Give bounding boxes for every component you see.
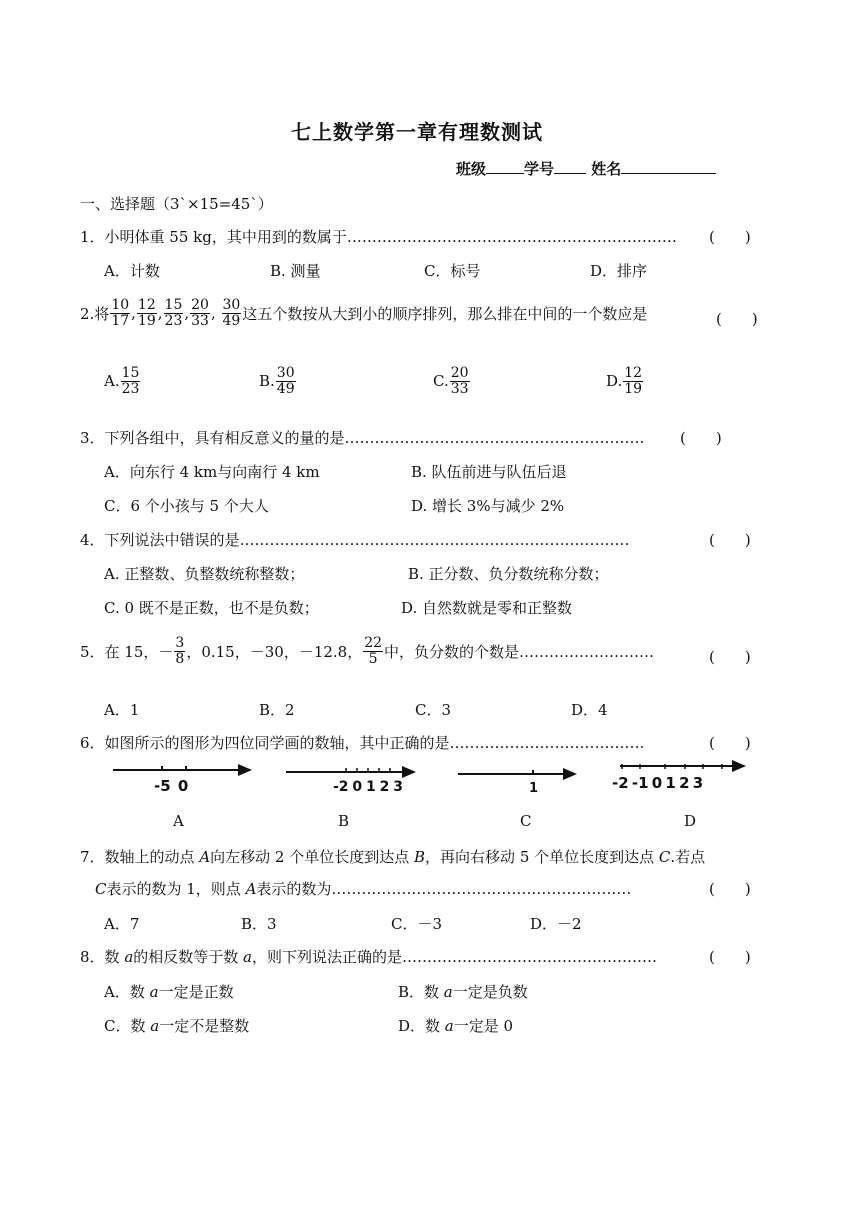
q5-option-b: B．2: [259, 701, 295, 719]
q7-option-b: B．3: [241, 915, 277, 933]
q2-option-c: C. $\frac{20}{33}$: [433, 365, 469, 397]
q4-option-c: C. 0 既不是正数，也不是负数；: [104, 599, 319, 617]
axis-b: [286, 768, 414, 772]
question-2-paren: ( ): [716, 310, 758, 328]
q1-option-b: B. 测量: [270, 262, 321, 280]
id-label: 学号: [524, 160, 555, 178]
question-8-stem: 8．数 a的相反数等于数 a，则下列说法正确的是……………………………………………: [80, 948, 658, 966]
q8-option-d: D．数 a一定是 0: [398, 1017, 514, 1035]
question-7-line-2: C表示的数为 1，则点 A表示的数为……………………………………………………: [95, 880, 632, 898]
fraction: $\frac{3}{8}$: [175, 635, 185, 667]
q3-option-a: A．向东行 4 km与向南行 4 km: [104, 463, 320, 481]
q4-option-b: B. 正分数、负分数统称分数；: [408, 565, 609, 583]
figure-label-a: A: [173, 812, 184, 830]
q2-option-a: A. $\frac{15}{23}$: [104, 365, 140, 397]
q4-option-a: A. 正整数、负整数统称整数；: [104, 565, 305, 583]
question-7-paren: ( ): [709, 880, 751, 898]
q7-option-d: D．－2: [530, 915, 582, 933]
id-blank[interactable]: [554, 159, 586, 174]
class-blank[interactable]: [486, 159, 524, 174]
question-2-stem: 2.将 $\frac{10}{17}$ , $\frac{12}{19}$ , $\frac{15}{23}$ , $\frac{20}{33}$ , $\frac{30}{49}$ 这五个数按从大到小的顺序排列，那么排在中间的一个数应是: [80, 297, 648, 329]
q1-option-a: A．计数: [104, 262, 160, 280]
question-5-paren: ( ): [709, 648, 751, 666]
fraction: $\frac{15}{23}$: [164, 297, 183, 329]
q8-option-a: A．数 a一定是正数: [104, 983, 234, 1001]
question-3-paren: ( ): [680, 429, 722, 447]
question-8-paren: ( ): [709, 948, 751, 966]
question-6-paren: ( ): [709, 734, 751, 752]
q7-option-a: A．7: [104, 915, 140, 933]
axis-a-ticks: -5 0: [154, 777, 189, 795]
figure-label-d: D: [684, 812, 697, 830]
question-4-stem: 4．下列说法中错误的是……………………………………………………………………: [80, 531, 630, 549]
q2-option-b: B. $\frac{30}{49}$: [259, 365, 295, 397]
q8-option-b: B．数 a一定是负数: [398, 983, 528, 1001]
q5-option-d: D．4: [571, 701, 608, 719]
question-3-stem: 3．下列各组中，具有相反意义的量的是……………………………………………………: [80, 429, 645, 447]
section-heading: 一、选择题（3`×15=45`）: [80, 195, 273, 213]
q3-option-c: C．6 个小孩与 5 个大人: [104, 497, 269, 515]
fraction: $\frac{20}{33}$: [191, 297, 209, 329]
q7-option-c: C．－3: [391, 915, 443, 933]
axis-b-ticks: -2 0 1 2 3: [333, 779, 404, 795]
axis-a: [113, 766, 250, 770]
figure-label-b: B: [338, 812, 350, 830]
question-6-stem: 6．如图所示的图形为四位同学画的数轴，其中正确的是…………………………………: [80, 734, 645, 752]
axis-c-ticks: 1: [529, 781, 539, 796]
fraction: $\frac{10}{17}$: [111, 297, 130, 329]
page-title: 七上数学第一章有理数测试: [291, 120, 543, 144]
q3-option-b: B. 队伍前进与队伍后退: [411, 463, 567, 481]
fraction: $\frac{12}{19}$: [137, 297, 156, 329]
q5-option-c: C．3: [415, 701, 452, 719]
question-1-stem: 1．小明体重 55 kg，其中用到的数属于…………………………………………………………: [80, 228, 677, 246]
q5-option-a: A．1: [104, 701, 140, 719]
name-blank[interactable]: [621, 159, 716, 174]
axis-d: [620, 764, 744, 769]
fraction: $\frac{30}{49}$: [222, 297, 241, 329]
question-4-paren: ( ): [709, 531, 751, 549]
q8-option-c: C．数 a一定不是整数: [104, 1017, 250, 1035]
q2-option-d: D. $\frac{12}{19}$: [606, 365, 643, 397]
q1-option-c: C．标号: [424, 262, 481, 280]
axis-c: [458, 770, 575, 774]
q1-option-d: D．排序: [590, 262, 648, 280]
name-label: 姓名: [591, 160, 622, 178]
q3-option-d: D. 增长 3%与减少 2%: [411, 497, 565, 515]
q2-prefix: 2.将: [80, 304, 110, 323]
class-label: 班级: [456, 160, 487, 178]
fraction: $\frac{22}{5}$: [364, 635, 383, 667]
axis-d-ticks: -2 -1 0 1 2 3: [612, 774, 704, 792]
student-info: [456, 158, 716, 179]
figure-label-c: C: [520, 812, 532, 830]
q2-suffix: 这五个数按从大到小的顺序排列，那么排在中间的一个数应是: [242, 304, 648, 323]
q4-option-d: D. 自然数就是零和正整数: [401, 599, 573, 617]
question-7-line-1: 7．数轴上的动点 A向左移动 2 个单位长度到达点 B，再向右移动 5 个单位长度到达点 C.若点: [80, 848, 706, 866]
question-5-stem: 5．在 15，－ $\frac{3}{8}$ ，0.15，－30，－12.8， $\frac{22}{5}$ 中，负分数的个数是………………………: [80, 635, 655, 667]
question-1-paren: ( ): [709, 228, 751, 246]
